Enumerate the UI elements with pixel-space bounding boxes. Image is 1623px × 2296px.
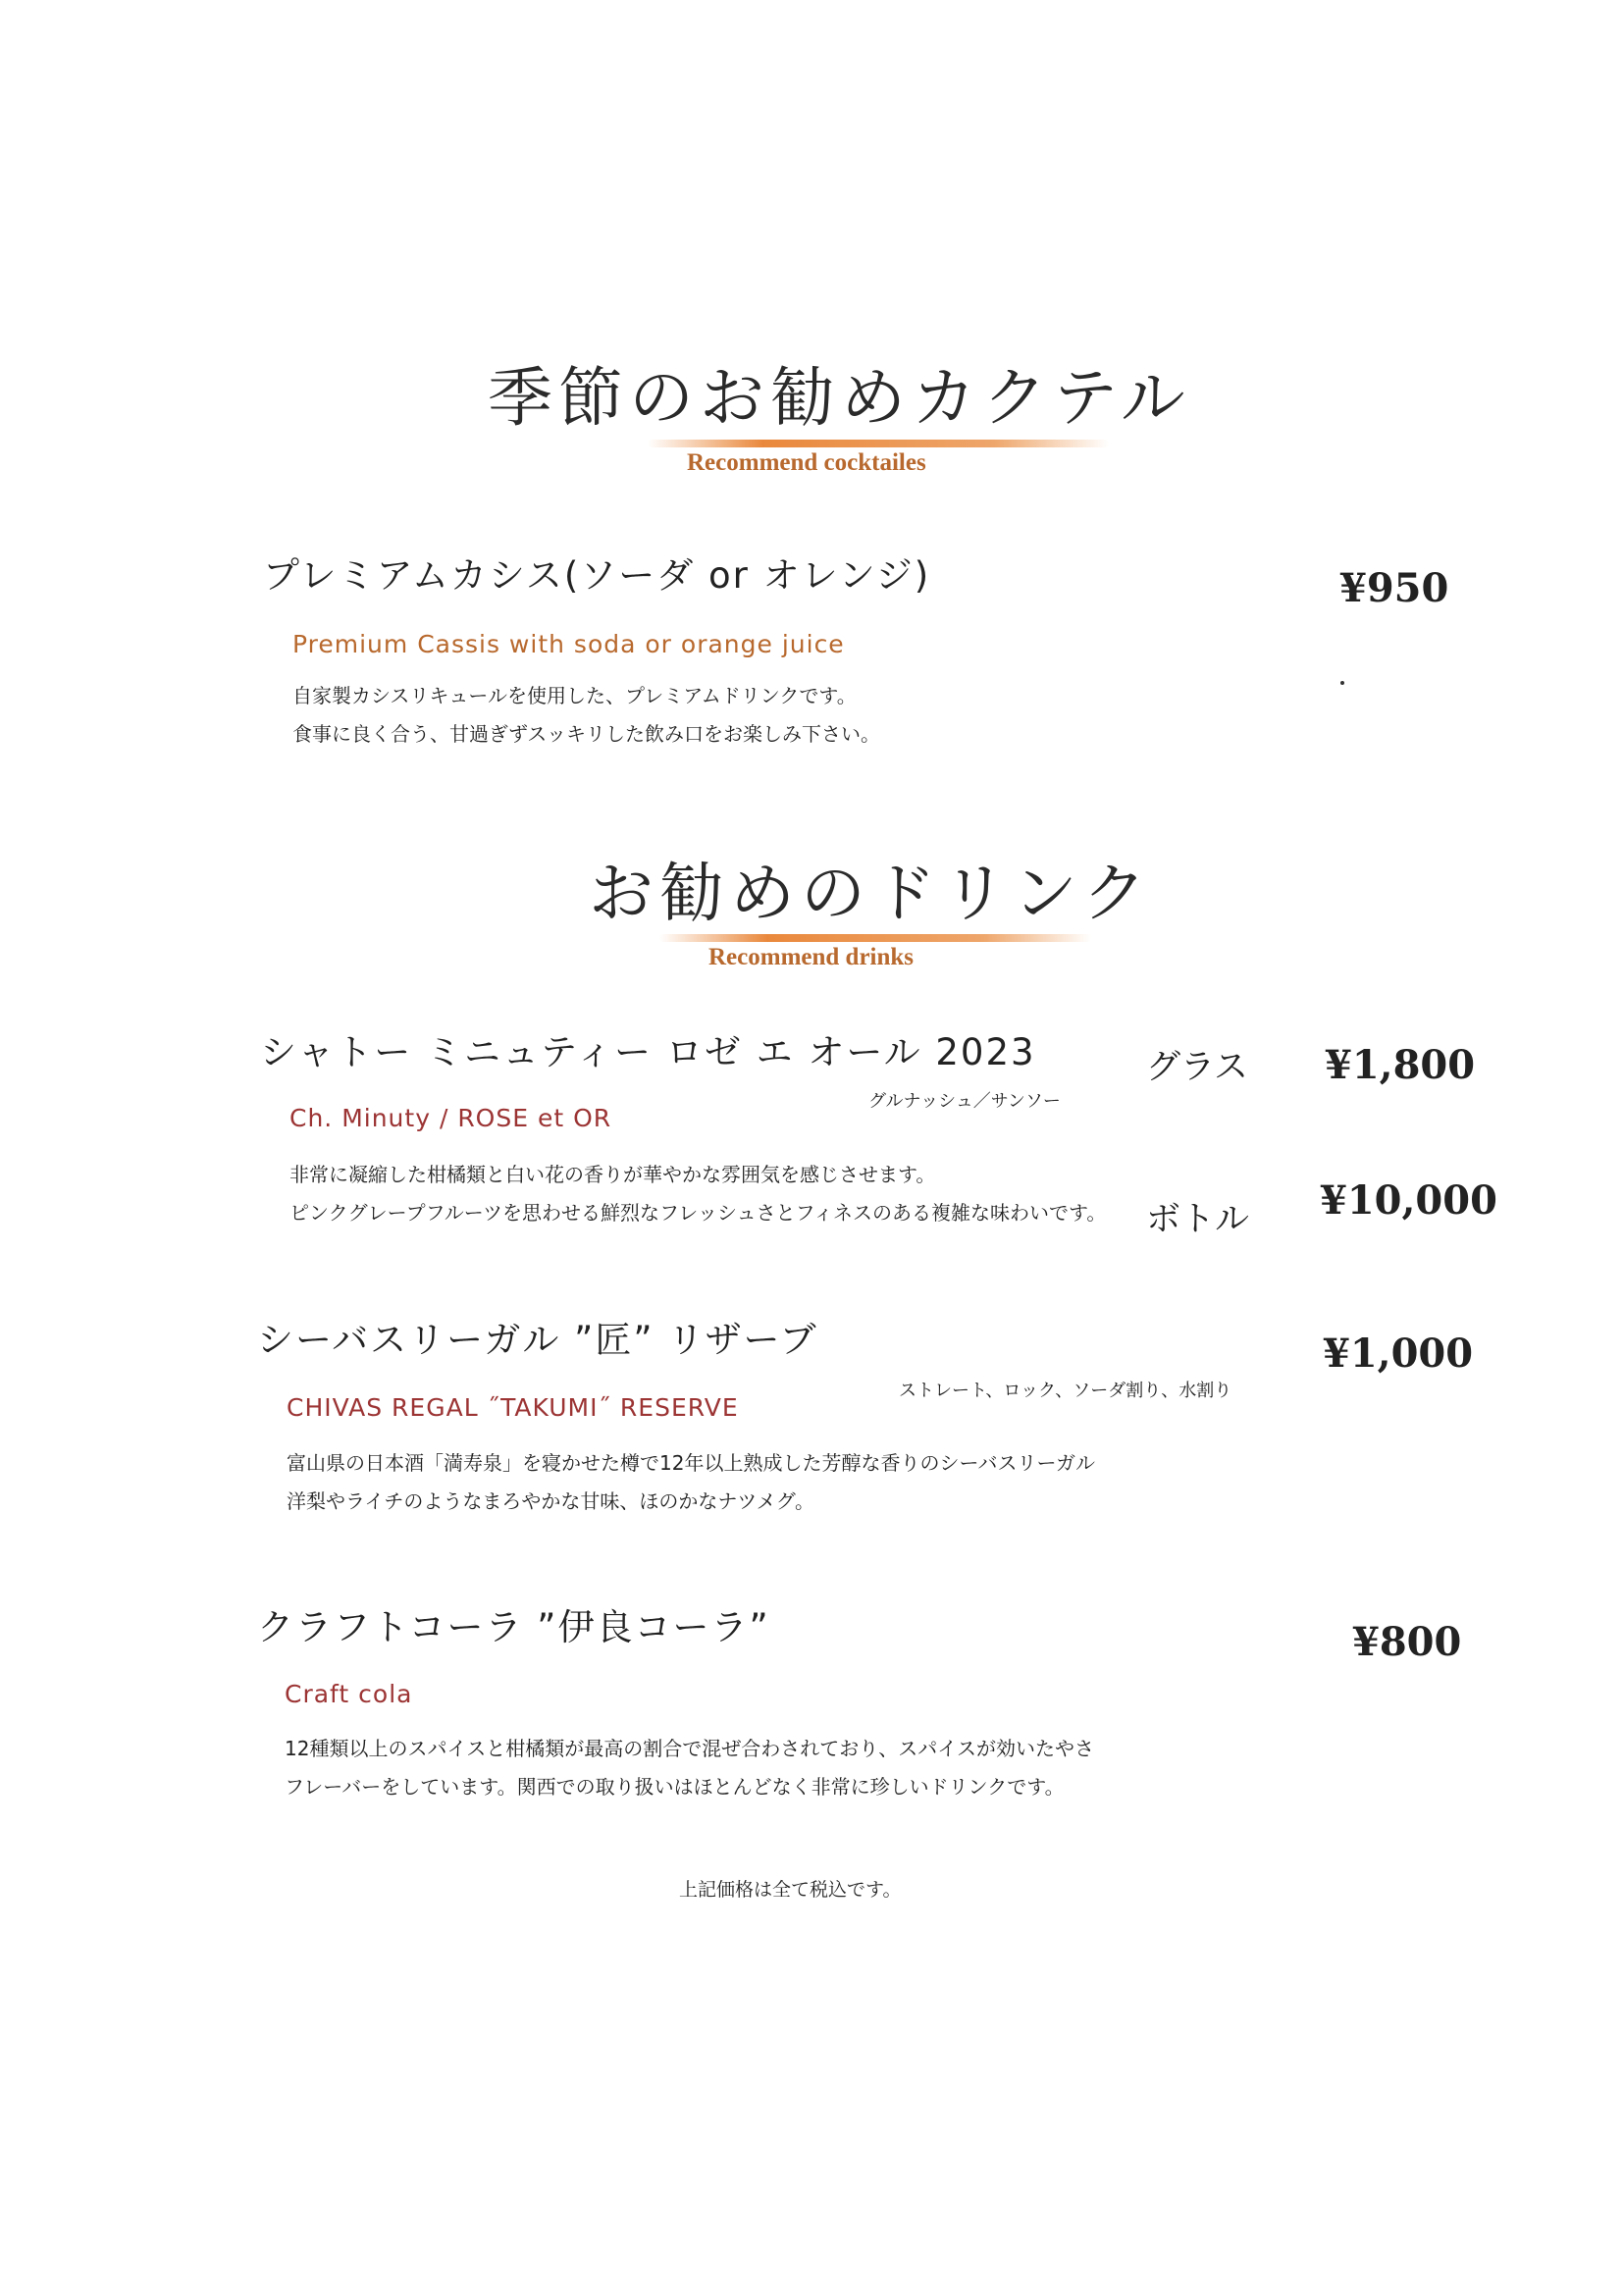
- minuty-bottle-price: ¥10,000: [1320, 1177, 1497, 1224]
- minuty-english-name: Ch. Minuty / ROSE et OR: [289, 1104, 612, 1132]
- cola-description-line: 12種類以上のスパイスと柑橘類が最高の割合で混ぜ合わされており、スパイスが効いたやさ: [285, 1737, 1095, 1760]
- minuty-description-line: 非常に凝縮した柑橘類と白い花の香りが華やかな雰囲気を感じさせます。: [289, 1163, 936, 1186]
- chivas-name: シーバスリーガル ”匠” リザーブ: [257, 1319, 818, 1361]
- minuty-glass-label: グラス: [1146, 1048, 1248, 1087]
- cassis-description-line: 食事に良く合う、甘過ぎずスッキリした飲み口をお楽しみ下さい。: [292, 722, 880, 746]
- minuty-grape-varieties: グルナッシュ／サンソー: [868, 1091, 1061, 1112]
- cassis-price: ¥950: [1339, 565, 1449, 611]
- cola-english-name: Craft cola: [285, 1680, 413, 1708]
- tax-included-note: 上記価格は全て税込です。: [679, 1879, 902, 1901]
- minuty-glass-price: ¥1,800: [1325, 1042, 1476, 1088]
- cassis-name: プレミアムカシス(ソーダ or オレンジ): [263, 554, 931, 597]
- chivas-serving-styles: ストレート、ロック、ソーダ割り、水割り: [899, 1381, 1232, 1401]
- cassis-description: [292, 677, 880, 754]
- cola-name: クラフトコーラ ”伊良コーラ”: [257, 1606, 770, 1648]
- drinks-title-underline: [659, 934, 1091, 942]
- chivas-price: ¥1,000: [1323, 1331, 1474, 1377]
- cassis-description-line: 自家製カシスリキュールを使用した、プレミアムドリンクです。: [292, 684, 857, 707]
- cocktails-section-subtitle: Recommend cocktailes: [687, 449, 926, 476]
- minuty-bottle-label: ボトル: [1146, 1200, 1250, 1239]
- cassis-english-name: Premium Cassis with soda or orange juice: [292, 630, 845, 658]
- cola-description: [285, 1730, 1094, 1806]
- chivas-description-line: 富山県の日本酒「満寿泉」を寝かせた樽で12年以上熟成した芳醇な香りのシーバスリーガル: [287, 1451, 1096, 1475]
- minuty-description-line: ピンクグレープフルーツを思わせる鮮烈なフレッシュさとフィネスのある複雑な味わいです。: [289, 1201, 1107, 1225]
- minuty-name: シャトー ミニュティー ロゼ エ オール 2023: [260, 1031, 1036, 1073]
- chivas-description: [287, 1444, 1095, 1521]
- cola-price: ¥800: [1352, 1619, 1462, 1665]
- drinks-section-subtitle: Recommend drinks: [708, 944, 915, 970]
- minuty-description: [289, 1156, 1106, 1232]
- chivas-description-line: 洋梨やライチのようなまろやかな甘味、ほのかなナツメグ。: [287, 1489, 814, 1513]
- drinks-section-title: お勧めのドリンク: [589, 856, 1153, 931]
- cocktails-section-title: 季節のお勧めカクテル: [488, 360, 1191, 436]
- cola-description-line: フレーバーをしています。関西での取り扱いはほとんどなく非常に珍しいドリンクです。: [285, 1775, 1065, 1799]
- speck-mark: [1340, 681, 1344, 685]
- cocktails-title-underline: [648, 440, 1109, 447]
- chivas-english-name: CHIVAS REGAL ˝TAKUMI˝ RESERVE: [287, 1393, 739, 1422]
